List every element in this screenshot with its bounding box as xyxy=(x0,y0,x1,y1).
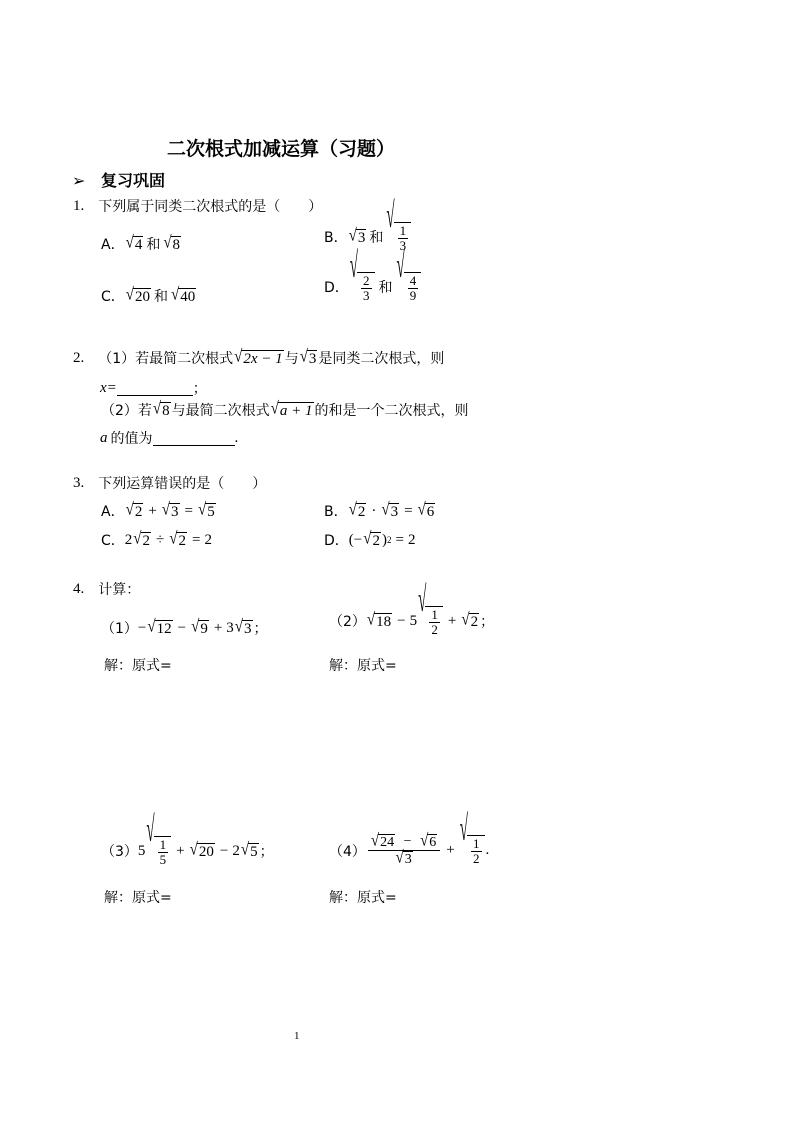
q2-part1-answer: x= ； xyxy=(100,379,207,397)
q3-option-c: C． 2 √ 2 ÷ √ 2 = 2 xyxy=(101,529,212,549)
q4-part2-solution: 解：原式= xyxy=(329,658,397,674)
q2-part1: 2. （1）若最简二次根式 √ 2x − 1 与 √ 3 是同类二次根式，则 xyxy=(73,347,445,367)
q1-option-d: D． √ $\frac{2}{3}$ 和 √ $\frac{4}{9}$ xyxy=(324,272,422,302)
q1-stem xyxy=(73,196,322,216)
q1-number: 1. xyxy=(73,197,85,214)
section-heading xyxy=(72,168,165,191)
q4-part1: （1） − √ 12 − √ 9 + 3 √ 3 ； xyxy=(101,617,268,637)
q1-option-a: A． √ 4 和 √ 8 xyxy=(101,233,181,253)
q2-part1-blank[interactable] xyxy=(117,381,193,396)
q1-option-c: C． √ 20 和 √ 40 xyxy=(101,285,196,305)
q4-stem xyxy=(73,579,140,599)
q3-option-a: A． √ 2 + √ 3 = √ 5 xyxy=(101,500,215,520)
q4-number: 4. xyxy=(73,580,85,597)
page-number: 1 xyxy=(294,1030,300,1042)
q3-number: 3. xyxy=(73,474,85,491)
q1-text: 下列属于同类二次根式的是（ ） xyxy=(98,199,323,215)
q3-text: 下列运算错误的是（ ） xyxy=(98,476,267,492)
q2-part2: （2）若 √ 8 与最简二次根式 √ a + 1 的和是一个二次根式，则 xyxy=(101,399,469,419)
page-title: 二次根式加减运算（习题） xyxy=(167,138,396,160)
q4-part3: （3） 5 √ $\frac{1}{5}$ + √ 20 − 2 √ 5 ； xyxy=(101,812,274,867)
q4-part4: （4） √ 24 − √ 6 √ 3 + √ $\frac{1}{2}$ . xyxy=(329,811,490,868)
q4-part4-solution: 解：原式= xyxy=(329,890,397,906)
q3-option-b: B． √ 2 · √ 3 = √ 6 xyxy=(324,500,435,520)
q3-option-d: D． (− √ 2 ) 2 = 2 xyxy=(324,529,416,549)
q2-number: 2. xyxy=(73,349,85,366)
q4-text: 计算： xyxy=(98,582,141,598)
arrow-bullet-icon: ➢ xyxy=(72,171,86,190)
q2-part2-answer: a 的值为 . xyxy=(100,429,239,447)
q4-part2: （2） √ 18 − 5 √ $\frac{1}{2}$ + √ 2 ； xyxy=(329,582,495,637)
q4-part1-solution: 解：原式= xyxy=(104,658,172,674)
q4-part3-solution: 解：原式= xyxy=(104,890,172,906)
q2-part2-blank[interactable] xyxy=(153,431,235,446)
q3-stem xyxy=(73,473,266,493)
section-label: 复习巩固 xyxy=(100,171,165,190)
q1-option-b: B． √ 3 和 √ $\frac{1}{3}$ xyxy=(324,222,412,252)
